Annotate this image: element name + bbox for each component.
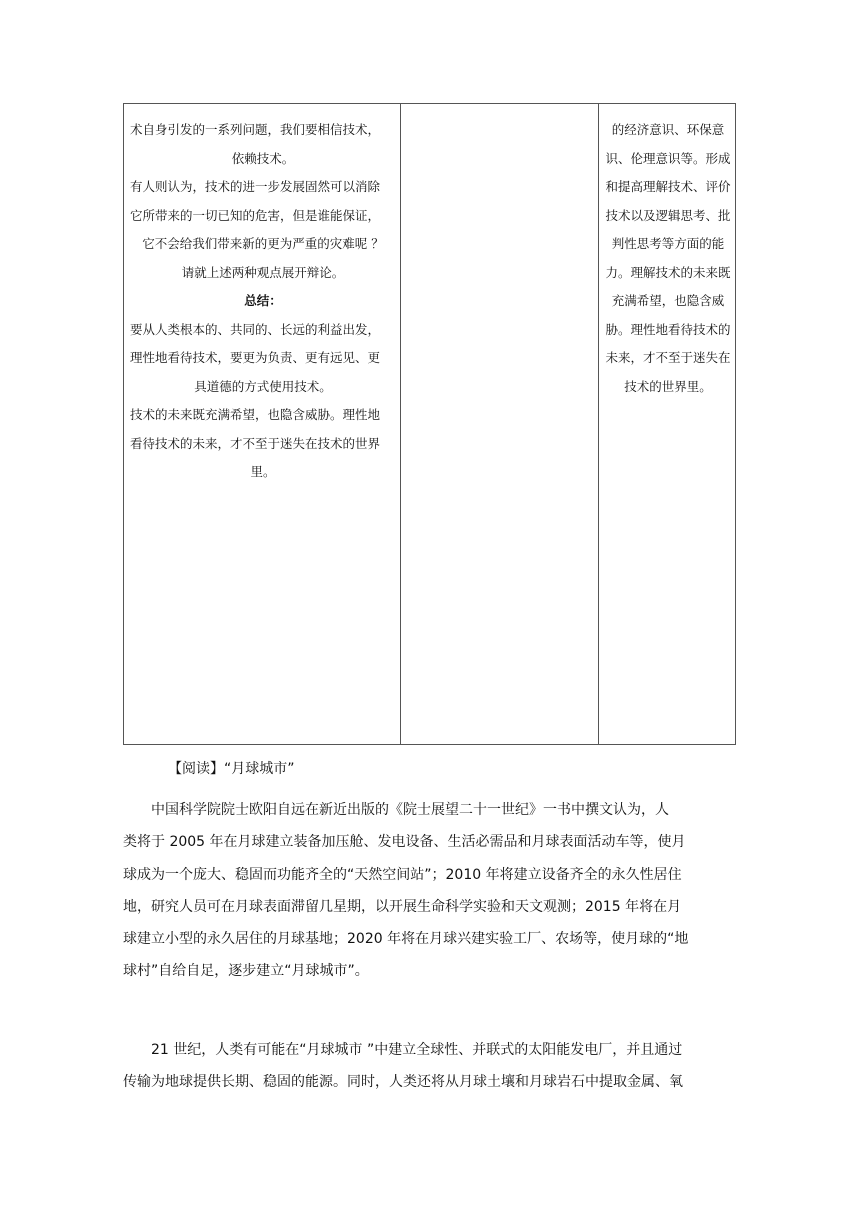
text-line: 术自身引发的一系列问题，我们要相信技术， [130, 122, 381, 137]
reading-paragraph [123, 1034, 738, 1099]
text-line: 胁。理性地看待技术的 [605, 321, 731, 337]
text-line: 技术的世界里。 [624, 378, 712, 394]
text-line: 地，研究人员可在月球表面滞留几星期，以开展生命科学实验和天文观测；2015 年将在月 [123, 898, 682, 915]
design-intent-cell [603, 116, 733, 401]
column-divider [598, 104, 599, 744]
text-line: 要从人类根本的、共同的、长远的利益出发， [130, 321, 381, 337]
text-line: 的经济意识、环保意 [611, 122, 725, 137]
text-line: 识、伦理意识等。形成 [605, 150, 731, 166]
text-line: 球村”自给自足，逐步建立“月球城市”。 [123, 963, 369, 980]
text-line: 它不会给我们带来新的更为严重的灾难呢 ？ [142, 236, 384, 251]
text-line: 和提高理解技术、评价 [605, 179, 731, 194]
text-line: 类将于 2005 年在月球建立装备加压舱、发电设备、生活必需品和月球表面活动车等，使月 [123, 834, 686, 851]
lesson-table [123, 103, 736, 745]
text-line: 有人则认为，技术的进一步发展固然可以消除 [130, 179, 381, 194]
text-line: 技术以及逻辑思考、批 [605, 207, 731, 223]
text-line: 依赖技术。 [231, 150, 295, 166]
reading-title: 【阅读】“月球城市” [168, 761, 295, 777]
text-line: 球成为一个庞大、稳固而功能齐全的“天然空间站”；2010 年将建立设备齐全的永久性居住 [123, 866, 682, 883]
summary-heading: 总结： [244, 293, 282, 308]
text-line: 传输为地球提供长期、稳固的能源。同时，人类还将从月球土壤和月球岩石中提取金属、氧 [123, 1074, 683, 1091]
text-line: 力。理解技术的未来既 [605, 264, 731, 280]
teaching-content-cell [130, 116, 396, 487]
text-line: 技术的未来既充满希望，也隐含威胁。理性地 [130, 407, 381, 422]
text-line: 它所带来的一切已知的危害，但是谁能保证， [130, 207, 381, 223]
text-line: 判性思考等方面的能 [611, 236, 725, 251]
text-line: 未来，才不至于迷失在 [605, 350, 731, 365]
text-line: 里。 [250, 464, 276, 479]
text-line: 球建立小型的永久居住的月球基地；2020 年将在月球兴建实验工厂、农场等，使月球的“地 [123, 931, 689, 948]
text-line: 充满希望，也隐含威 [611, 293, 725, 308]
reading-paragraph [123, 794, 738, 988]
text-line: 请就上述两种观点展开辩论。 [181, 264, 345, 280]
text-line: 看待技术的未来，才不至于迷失在技术的世界 [130, 435, 381, 451]
column-divider [400, 104, 401, 744]
text-line: 理性地看待技术，要更为负责、更有远见、更 [130, 350, 381, 365]
text-line: 21 世纪，人类有可能在“月球城市 ”中建立全球性、并联式的太阳能发电厂，并且通过 [123, 1042, 683, 1058]
text-line: 具道德的方式使用技术。 [194, 378, 332, 394]
text-line: 中国科学院院士欧阳自远在新近出版的《院士展望二十一世纪》一书中撰文认为，人 [123, 802, 669, 818]
